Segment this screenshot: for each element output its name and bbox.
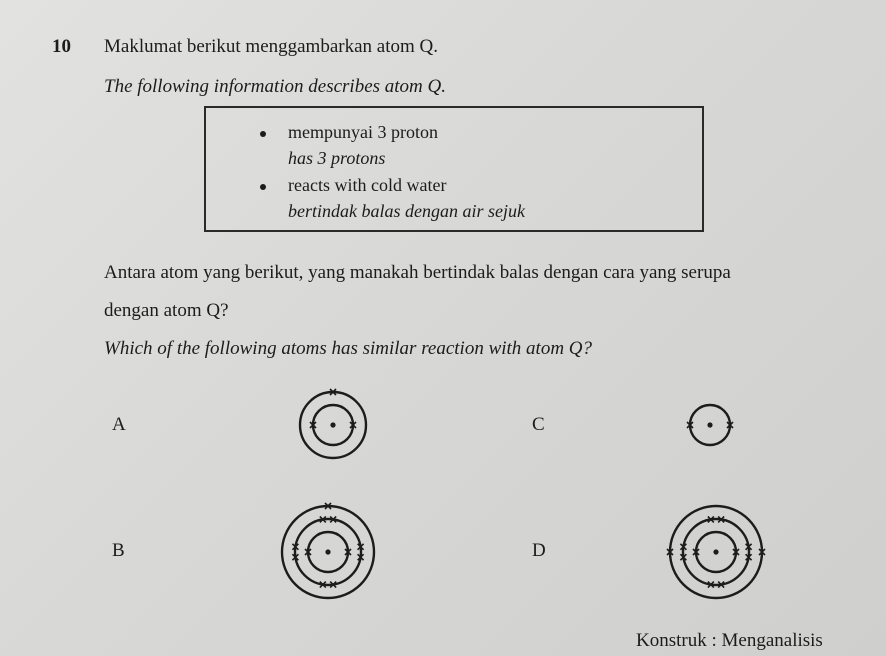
nucleus <box>325 549 330 554</box>
option-b-label[interactable]: B <box>112 540 125 561</box>
prompt-malay-line-2: dengan atom Q? <box>104 300 229 321</box>
option-d-label[interactable]: D <box>532 540 546 561</box>
question-number: 10 <box>52 36 71 57</box>
question-stem-malay: Maklumat berikut menggambarkan atom Q. <box>104 36 438 57</box>
konstruk-label: Konstruk : Menganalisis <box>636 630 823 651</box>
option-a-label[interactable]: A <box>112 414 126 435</box>
bullet-icon <box>260 131 266 137</box>
option-d-atom-diagram[interactable] <box>648 492 784 612</box>
information-box <box>204 106 704 232</box>
option-b-atom-diagram[interactable] <box>268 492 388 612</box>
nucleus <box>713 549 718 554</box>
prompt-malay-line-1: Antara atom yang berikut, yang manakah bertindak balas dengan cara yang serupa <box>104 262 731 283</box>
question-stem-english: The following information describes atom Q. <box>104 76 446 97</box>
info-bullet-2-malay: bertindak balas dengan air sejuk <box>288 201 525 221</box>
option-c-label[interactable]: C <box>532 414 545 435</box>
nucleus <box>707 422 712 427</box>
option-c-atom-diagram[interactable] <box>650 365 770 485</box>
info-bullet-1-english: has 3 protons <box>288 148 386 168</box>
nucleus <box>330 422 335 427</box>
info-bullet-1-malay: mempunyai 3 proton <box>288 122 438 142</box>
option-a-atom-diagram[interactable] <box>273 365 393 485</box>
prompt-english: Which of the following atoms has similar reaction with atom Q? <box>104 338 593 359</box>
info-bullet-2-english: reacts with cold water <box>288 175 447 195</box>
bullet-icon <box>260 184 266 190</box>
